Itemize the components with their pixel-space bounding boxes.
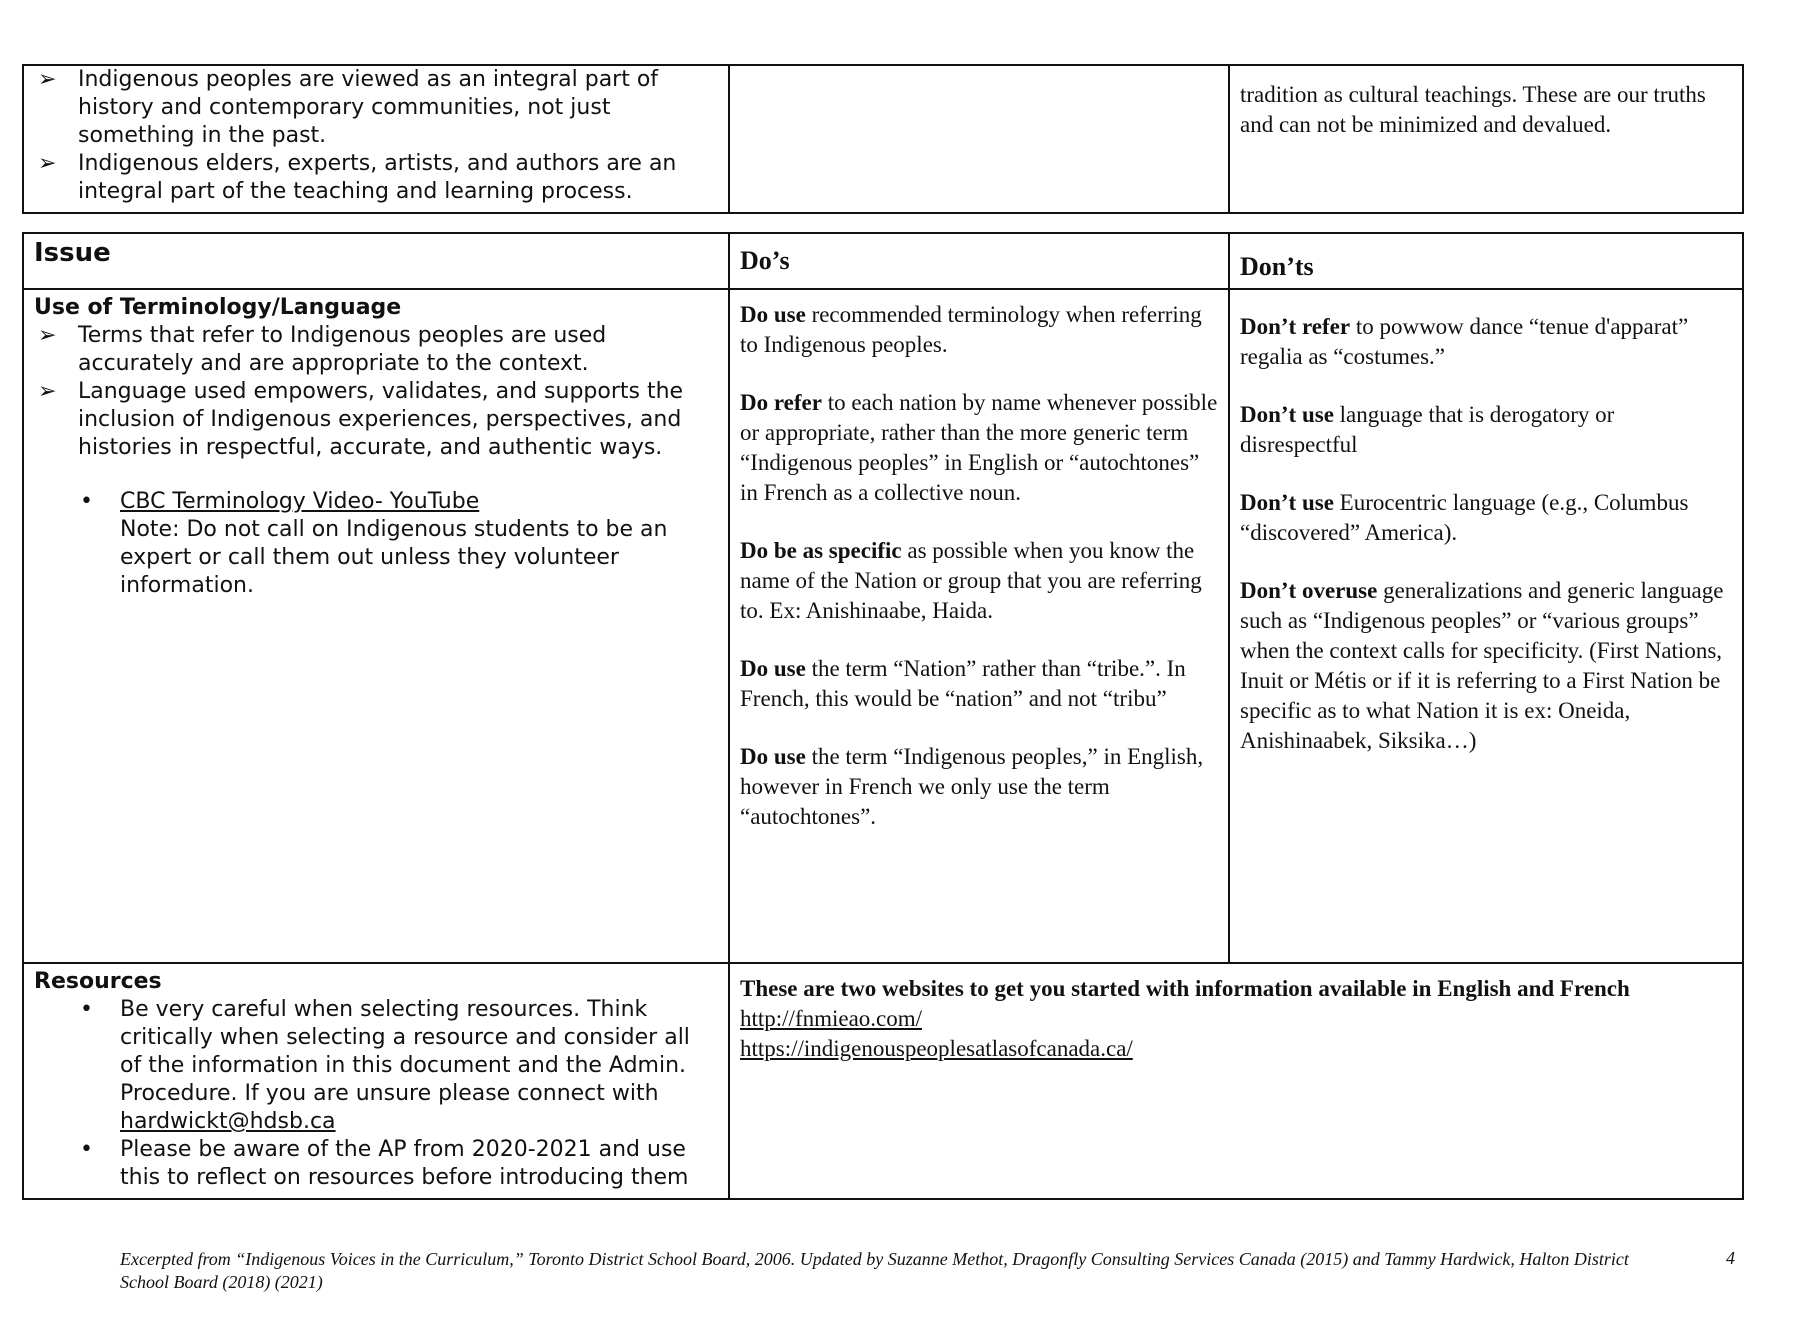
top-col2-cell bbox=[729, 65, 1229, 213]
top-table bbox=[22, 64, 1744, 214]
arrow-bullet-icon: ➢ bbox=[38, 151, 57, 176]
websites-intro: These are two websites to get you started with information available in English and French bbox=[740, 976, 1630, 1001]
dot-bullet-icon: • bbox=[80, 489, 93, 514]
cbc-video-link[interactable]: CBC Terminology Video- YouTube bbox=[120, 489, 480, 514]
fnmieao-link[interactable]: http://fnmieao.com/ bbox=[740, 1006, 923, 1031]
list-item: ➢ Indigenous elders, experts, artists, and authors are an integral part of the teaching and learning process. bbox=[38, 151, 677, 204]
donts-item: Don’t use Eurocentric language (e.g., Columbus “discovered” America). bbox=[1240, 490, 1689, 545]
donts-item: Don’t use language that is derogatory or disrespectful bbox=[1240, 402, 1615, 457]
dot-bullet-icon: • bbox=[80, 1137, 93, 1162]
dos-cell bbox=[729, 289, 1229, 963]
dot-bullet-icon: • bbox=[80, 997, 93, 1022]
list-item: ➢ Indigenous peoples are viewed as an integral part of history and contemporary communities, not just something in the past. bbox=[38, 67, 659, 148]
main-table bbox=[22, 232, 1744, 1200]
email-link[interactable]: hardwickt@hdsb.ca bbox=[120, 1109, 336, 1134]
header-issue: Issue bbox=[23, 233, 729, 289]
terminology-issue-cell bbox=[23, 289, 729, 963]
footer-citation: Excerpted from “Indigenous Voices in the Curriculum,” Toronto District School Board, 2006. Updated by Suzanne Methot, Dragonfly Consulting Services Canada (2015) and Tammy Hardwick, Halton District School Board (2018) (2021) bbox=[120, 1249, 1629, 1292]
resources-websites-cell bbox=[729, 963, 1743, 1199]
list-item: ➢ Language used empowers, validates, and supports the inclusion of Indigenous experiences, perspectives, and histories in respectful, accurate, and authentic ways. bbox=[38, 379, 684, 460]
list-item: • Be very careful when selecting resources. Think critically when selecting a resource and consider all of the information in this document and the Admin. Procedure. If you are unsure please connect with hardwickt@hdsb.ca bbox=[80, 997, 690, 1134]
donts-item: Don’t refer to powwow dance “tenue d'apparat” regalia as “costumes.” bbox=[1240, 314, 1689, 369]
list-item bbox=[34, 488, 718, 600]
atlas-link[interactable]: https://indigenouspeoplesatlasofcanada.ca/ bbox=[740, 1036, 1133, 1061]
arrow-bullet-icon: ➢ bbox=[38, 67, 57, 92]
dos-item: Do use the term “Nation” rather than “tribe.”. In French, this would be “nation” and not “tribu” bbox=[740, 656, 1186, 711]
top-col1-cell bbox=[23, 65, 729, 213]
donts-cell bbox=[1229, 289, 1743, 963]
dos-item: Do refer to each nation by name whenever possible or appropriate, rather than the more generic term “Indigenous peoples” in English or “autochtones” in French as a collective noun. bbox=[740, 390, 1218, 505]
list-item: • Please be aware of the AP from 2020-2021 and use this to reflect on resources before introducing them bbox=[80, 1137, 689, 1190]
resources-issue-cell bbox=[23, 963, 729, 1199]
arrow-bullet-icon: ➢ bbox=[38, 323, 57, 348]
dos-item: Do use the term “Indigenous peoples,” in English, however in French we only use the term “autochtones”. bbox=[740, 744, 1204, 829]
terminology-title: Use of Terminology/Language bbox=[34, 295, 402, 320]
dos-item: Do be as specific as possible when you know the name of the Nation or group that you are referring to. Ex: Anishinaabe, Haida. bbox=[740, 538, 1202, 623]
top-col3-cell: tradition as cultural teachings. These are our truths and can not be minimized and devalued. bbox=[1229, 65, 1743, 213]
dos-item: Do use recommended terminology when referring to Indigenous peoples. bbox=[740, 302, 1202, 357]
list-item: ➢ Terms that refer to Indigenous peoples are used accurately and are appropriate to the context. bbox=[38, 323, 607, 376]
donts-item: Don’t overuse generalizations and generic language such as “Indigenous peoples” or “various groups” when the context calls for specificity. (First Nations, Inuit or Métis or if it is referring to a First Nation be specific as to what Nation it is ex: Oneida, Anishinaabek, Siksika…) bbox=[1240, 578, 1724, 753]
resources-title: Resources bbox=[34, 969, 162, 994]
header-donts: Don’ts bbox=[1229, 233, 1743, 289]
header-dos: Do’s bbox=[729, 233, 1229, 289]
arrow-bullet-icon: ➢ bbox=[38, 379, 57, 404]
note-text: Note: Do not call on Indigenous students to be an expert or call them out unless they volunteer information. bbox=[120, 517, 668, 598]
page-number: 4 bbox=[1726, 1248, 1735, 1268]
